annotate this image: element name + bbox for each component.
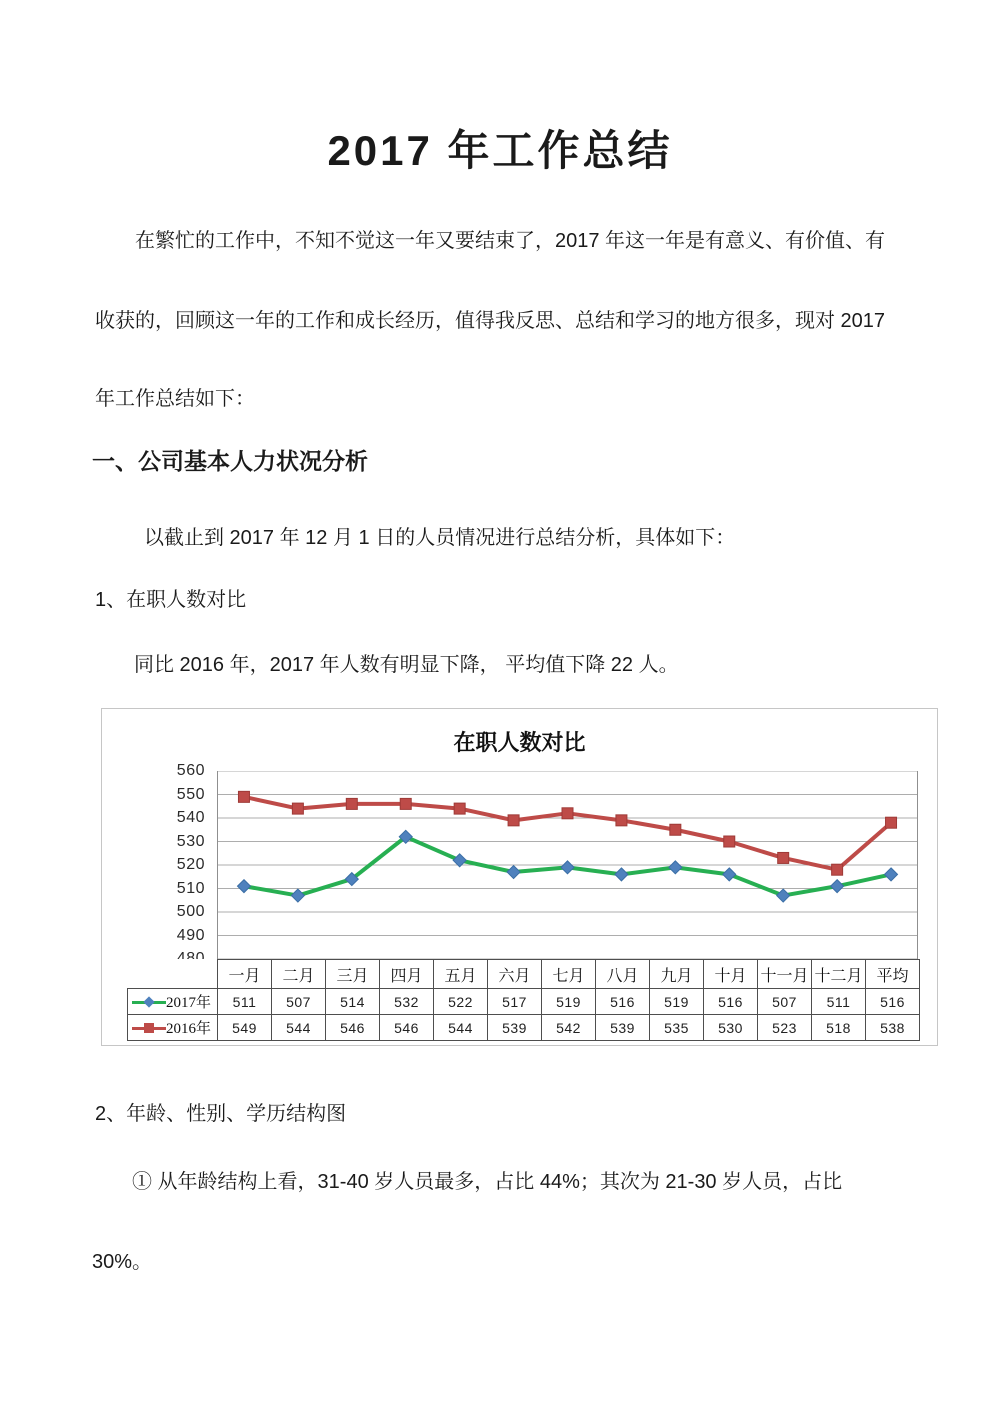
marker-2017年 [561, 861, 574, 874]
month-header-cell: 九月 [650, 960, 704, 989]
marker-2016年 [292, 803, 303, 814]
month-header-cell: 平均 [866, 960, 920, 989]
marker-2017年 [723, 868, 736, 881]
value-cell-2017: 519 [650, 989, 704, 1015]
value-cell-2016: 523 [758, 1015, 812, 1041]
month-header-cell: 八月 [596, 960, 650, 989]
marker-2017年 [831, 880, 844, 893]
legend-cell-2017 [128, 989, 218, 1015]
y-axis-tick-label: 550 [176, 786, 205, 803]
marker-2017年 [507, 866, 520, 879]
marker-2017年 [291, 889, 304, 902]
marker-2016年 [508, 815, 519, 826]
paragraph-1-line-1: 在繁忙的工作中，不知不觉这一年又要结束了，2017 年这一年是有意义、有价值、有 [135, 230, 886, 252]
value-cell-2017: 517 [488, 989, 542, 1015]
month-header-cell: 二月 [272, 960, 326, 989]
value-cell-2016: 546 [380, 1015, 434, 1041]
value-cell-2017: 507 [272, 989, 326, 1015]
value-cell-2016: 549 [218, 1015, 272, 1041]
marker-2017年 [669, 861, 682, 874]
value-cell-2016: 539 [488, 1015, 542, 1041]
marker-2016年 [238, 791, 249, 802]
marker-2016年 [778, 852, 789, 863]
y-axis-tick-label: 500 [176, 903, 205, 920]
month-header-cell: 十月 [704, 960, 758, 989]
y-axis-tick-label: 540 [176, 809, 205, 826]
value-cell-2017: 522 [434, 989, 488, 1015]
list-item-1: 1、在职人数对比 [95, 589, 247, 611]
value-cell-2017: 516 [704, 989, 758, 1015]
value-cell-2016: 518 [812, 1015, 866, 1041]
month-header-cell: 三月 [326, 960, 380, 989]
y-axis-tick-label: 490 [176, 927, 205, 944]
month-header-cell: 十二月 [812, 960, 866, 989]
list-item-2: 2、年龄、性别、学历结构图 [95, 1103, 347, 1125]
value-cell-2017: 519 [542, 989, 596, 1015]
value-cell-2017: 507 [758, 989, 812, 1015]
y-axis-tick-label: 510 [176, 880, 205, 897]
legend-cell-2016 [128, 1015, 218, 1041]
value-cell-2016: 539 [596, 1015, 650, 1041]
marker-2016年 [886, 817, 897, 828]
table-row-2017 [128, 989, 920, 1015]
paragraph-1-line-3: 年工作总结如下： [95, 388, 255, 410]
marker-2016年 [346, 798, 357, 809]
section-heading-1: 一、公司基本人力状况分析 [92, 448, 368, 474]
marker-2016年 [724, 836, 735, 847]
marker-2016年 [670, 824, 681, 835]
value-cell-2016: 530 [704, 1015, 758, 1041]
marker-2017年 [885, 868, 898, 881]
series-name-2017: 2017年 [166, 995, 212, 1011]
month-header-cell: 五月 [434, 960, 488, 989]
value-cell-2017: 532 [380, 989, 434, 1015]
table-header-row [128, 960, 920, 989]
legend-line-2016-icon [132, 1022, 166, 1034]
marker-2017年 [237, 880, 250, 893]
marker-2017年 [615, 868, 628, 881]
marker-2016年 [616, 815, 627, 826]
chart-container [101, 708, 938, 1046]
value-cell-2016: 542 [542, 1015, 596, 1041]
chart-title: 在职人数对比 [453, 730, 586, 755]
legend-line-2017-icon [132, 996, 166, 1008]
document-title: 2017 年工作总结 [327, 127, 673, 174]
line-plot [217, 771, 918, 959]
marker-2017年 [777, 889, 790, 902]
value-cell-2017: 511 [812, 989, 866, 1015]
value-cell-2016: 544 [272, 1015, 326, 1041]
paragraph-3: 同比 2016 年，2017 年人数有明显下降， 平均值下降 22 人。 [134, 654, 679, 676]
month-header-cell: 一月 [218, 960, 272, 989]
y-axis-tick-label: 520 [176, 856, 205, 873]
marker-2016年 [400, 798, 411, 809]
value-cell-2017: 511 [218, 989, 272, 1015]
table-corner-blank [128, 960, 218, 989]
value-cell-2017: 516 [596, 989, 650, 1015]
month-header-cell: 四月 [380, 960, 434, 989]
value-cell-2016: 544 [434, 1015, 488, 1041]
month-header-cell: 七月 [542, 960, 596, 989]
y-axis-tick-label: 560 [176, 762, 205, 779]
paragraph-1-line-2: 收获的，回顾这一年的工作和成长经历，值得我反思、总结和学习的地方很多，现对 2017 [95, 310, 886, 332]
month-header-cell: 六月 [488, 960, 542, 989]
month-header-cell: 十一月 [758, 960, 812, 989]
marker-2016年 [454, 803, 465, 814]
value-cell-2017: 516 [866, 989, 920, 1015]
value-cell-2016: 538 [866, 1015, 920, 1041]
value-cell-2017: 514 [326, 989, 380, 1015]
marker-2016年 [562, 808, 573, 819]
y-axis-tick-label: 530 [176, 833, 205, 850]
value-cell-2016: 546 [326, 1015, 380, 1041]
chart-data-table [127, 959, 920, 1041]
table-row-2016 [128, 1015, 920, 1041]
value-cell-2016: 535 [650, 1015, 704, 1041]
series-name-2016: 2016年 [166, 1021, 212, 1037]
paragraph-2: 以截止到 2017 年 12 月 1 日的人员情况进行总结分析，具体如下： [144, 527, 736, 549]
paragraph-4-line-2: 30%。 [92, 1251, 153, 1273]
marker-2016年 [832, 864, 843, 875]
paragraph-4-line-1: ① 从年龄结构上看，31-40 岁人员最多，占比 44%；其次为 21-30 岁人员，占比 [132, 1171, 843, 1193]
